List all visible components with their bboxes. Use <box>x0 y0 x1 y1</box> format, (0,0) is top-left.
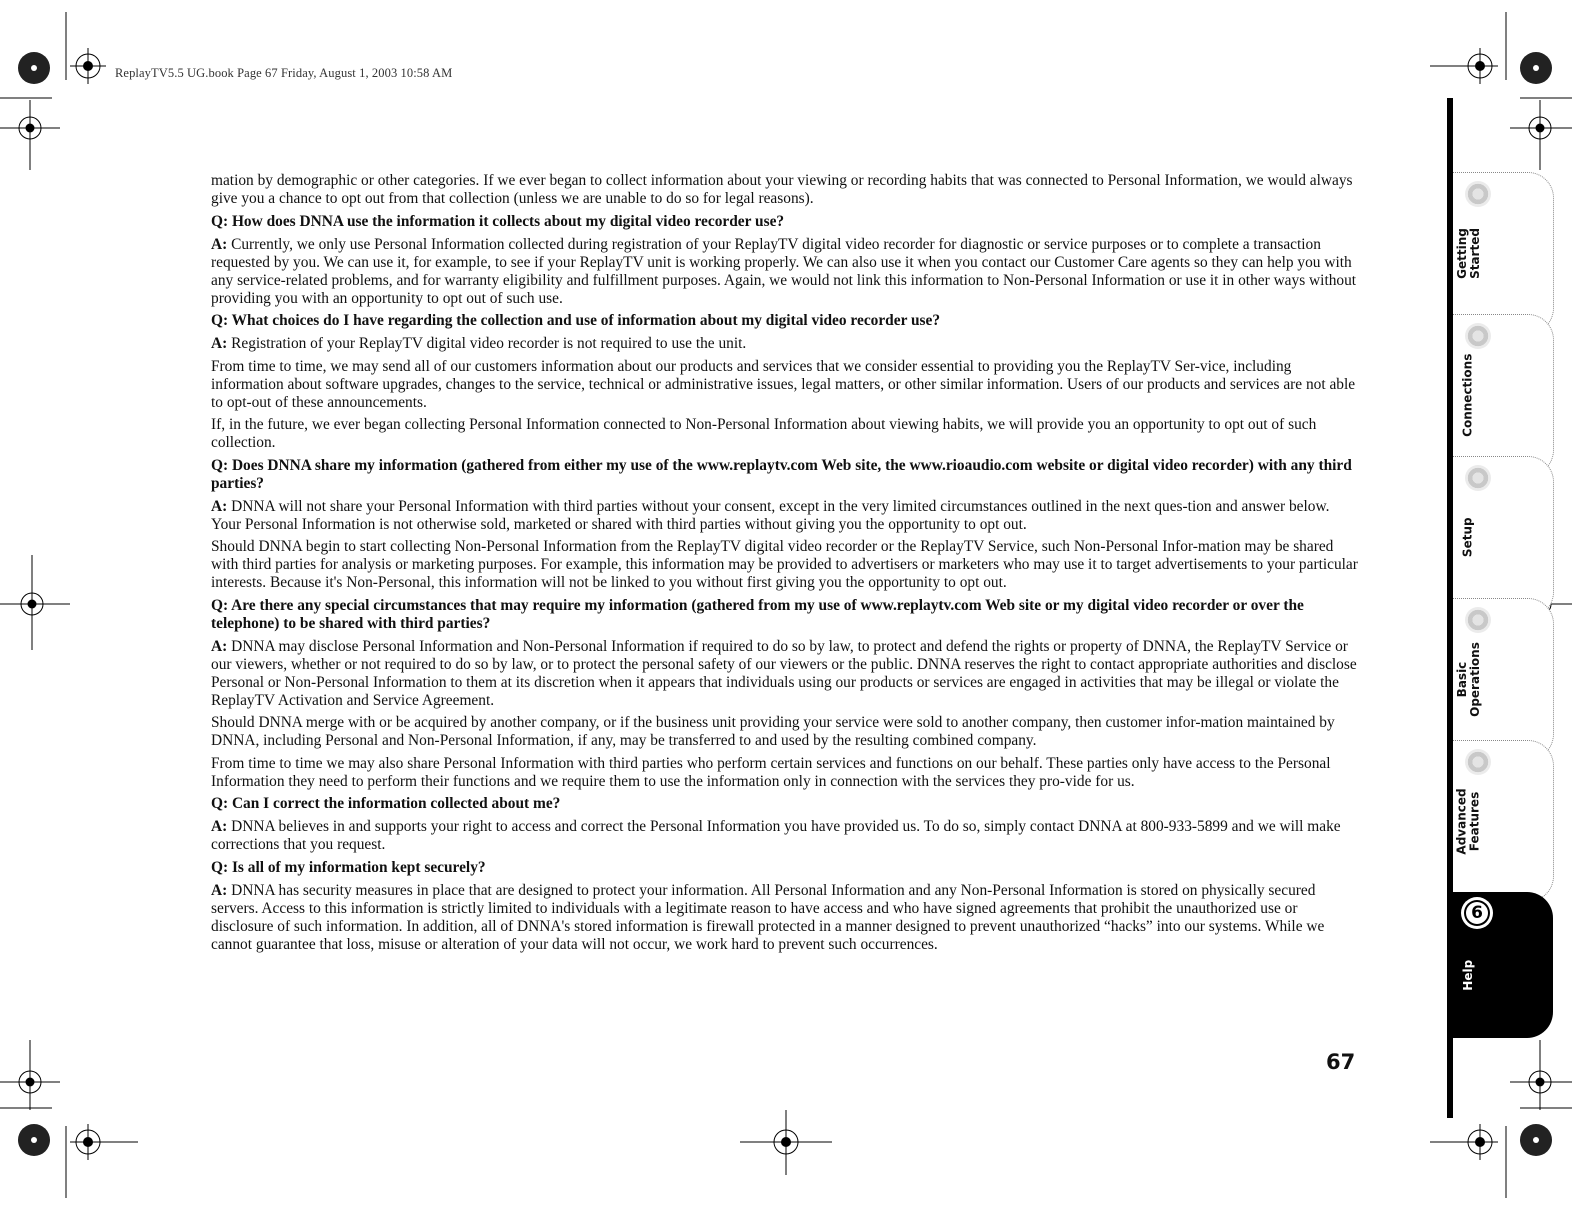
paragraph: Should DNNA begin to start collecting Non-Personal Information from the ReplayTV digital video recorder or the ReplayTV Service, such Non-Personal Infor-mation may be shared with third parties for analysis or marketing purposes. For example, this information may be provided to advertisers or marketers who may use it to target advertisements to your particular interests. Because it's Non-Personal, this information will not be linked to you without first giving you the opportunity to opt out. <box>211 538 1358 591</box>
tab-label: Basic Operations <box>1454 641 1482 717</box>
answer-label: A: <box>211 497 228 515</box>
tab-label: Advanced Features <box>1454 787 1481 855</box>
answer-text: DNNA believes in and supports your right to access and correct the Personal Information you have provided us. To do so, simply contact DNNA at 800-933-5899 and we will make corrections that you request. <box>211 818 1341 853</box>
tab-label: Getting Started <box>1454 227 1482 279</box>
question-heading: Q: Does DNNA share my information (gathered from either my use of the www.replaytv.com Web site, the www.rioaudio.com website or digital video recorder) with any third parties? <box>211 456 1352 492</box>
paragraph: mation by demographic or other categories. If we ever began to collect information about your viewing or recording habits that was connected to Personal Information, we would always give you a chance to opt out from that collection (unless we are unable to do so for legal reasons). <box>211 172 1353 207</box>
chapter-number-badge: 6 <box>1464 900 1490 926</box>
question-heading: Q: Are there any special circumstances that may require my information (gathered from my use of www.replaytv.com Web site or my digital video recorder or over the telephone) to be shared with third parties? <box>211 596 1304 632</box>
answer-paragraph <box>211 818 1359 854</box>
tab-advanced-features[interactable] <box>1453 740 1554 902</box>
manual-body-text <box>211 172 1359 958</box>
answer-paragraph <box>211 335 1359 353</box>
tab-label: Help <box>1460 959 1475 991</box>
answer-text: Currently, we only use Personal Information collected during registration of your ReplayTV digital video recorder for diagnostic or service purposes or to complete a transaction requested by you. We can use it, for example, to see if your ReplayTV unit is working properly. We can also use it when you contact our Customer Care agents so they can help you with any service-related problems, and for warranty eligibility and fulfillment purposes. Again, we would not link this information to Non-Personal Information or use it in other ways without providing you with an opportunity to opt out of such use. <box>211 235 1357 307</box>
answer-paragraph <box>211 638 1359 710</box>
question-heading: Q: How does DNNA use the information it collects about my digital video recorder use? <box>211 212 785 230</box>
paragraph: Should DNNA merge with or be acquired by another company, or if the business unit providing your service were sold to another company, then customer infor-mation maintained by DNNA, including Personal and Non-Personal Information, if any, may be transferred to and used by the resulting combined company. <box>211 714 1335 749</box>
question-heading: Q: Is all of my information kept securely? <box>211 858 486 876</box>
answer-text: Registration of your ReplayTV digital video recorder is not required to use the unit. <box>227 335 747 352</box>
answer-label: A: <box>211 335 228 352</box>
answer-label: A: <box>211 881 228 899</box>
tab-basic-operations[interactable] <box>1453 598 1554 760</box>
paragraph: From time to time, we may send all of our customers information about our products and services that we consider essential to providing you the ReplayTV Ser-vice, including information about software upgrades, changes to the service, technical or administrative issues, legal matters, or other similar information. Users of our products and services are not able to opt-out of these announcements. <box>211 357 1356 411</box>
tab-label: Setup <box>1460 517 1475 557</box>
tab-setup[interactable] <box>1453 456 1554 618</box>
answer-paragraph <box>211 498 1359 534</box>
answer-paragraph <box>211 882 1359 954</box>
answer-label: A: <box>211 637 228 655</box>
paragraph: From time to time we may also share Personal Information with third parties who perform certain services and functions on our behalf. These parties only have access to the Personal Information they need to perform their functions and we require them to use the information only in connection with the services they pro-vide for us. <box>211 754 1331 790</box>
tab-getting-started[interactable] <box>1453 172 1554 334</box>
tab-label: Connections <box>1460 353 1475 437</box>
paragraph: If, in the future, we ever began collecting Personal Information connected to Non-Personal Information about viewing habits, we will provide you an opportunity to opt out of such collection. <box>211 416 1317 451</box>
question-heading: Q: Can I correct the information collected about me? <box>211 795 561 812</box>
answer-label: A: <box>211 235 228 253</box>
answer-text: DNNA may disclose Personal Information and Non-Personal Information if required to do so by law, to protect and defend the rights or property of DNNA, the ReplayTV Service or our viewers, whether or not required to do so by law, or to protect the personal safety of our viewers or the public. DNNA reserves the right to contact appropriate authorities and disclose Personal or Non-Personal Information to them at its discretion when it appears that individuals using our products or services are engaged in activities that may be illegal or violate the ReplayTV Activation and Service Agreement. <box>211 637 1357 709</box>
question-heading: Q: What choices do I have regarding the collection and use of information about my digital video recorder use? <box>211 312 941 329</box>
tab-help[interactable] <box>1453 892 1553 1038</box>
answer-label: A: <box>211 818 228 835</box>
tab-connections[interactable] <box>1453 314 1554 476</box>
page-header: ReplayTV5.5 UG.book Page 67 Friday, August 1, 2003 10:58 AM <box>115 66 453 80</box>
answer-text: DNNA has security measures in place that are designed to protect your information. All Personal Information and any Non-Personal Information is stored on physically secured servers. Access to this information is strictly limited to individuals with a legitimate reason to have access and who have signed agreements that prohibit the unauthorized use or disclosure of such information. In addition, all of DNNA's stored information is firewall protected in a manner designed to prevent unauthorized “hacks” into our systems. While we cannot guarantee that loss, misuse or alteration of your data will not occur, we work hard to prevent such occurrences. <box>211 881 1325 953</box>
page-number: 67 <box>1326 1050 1356 1074</box>
answer-paragraph <box>211 236 1359 308</box>
answer-text: DNNA will not share your Personal Information with third parties without your consent, except in the very limited circumstances outlined in the next ques-tion and answer below. Your Personal Information is not otherwise sold, marketed or shared with third parties without giving you the opportunity to opt out. <box>211 497 1330 533</box>
